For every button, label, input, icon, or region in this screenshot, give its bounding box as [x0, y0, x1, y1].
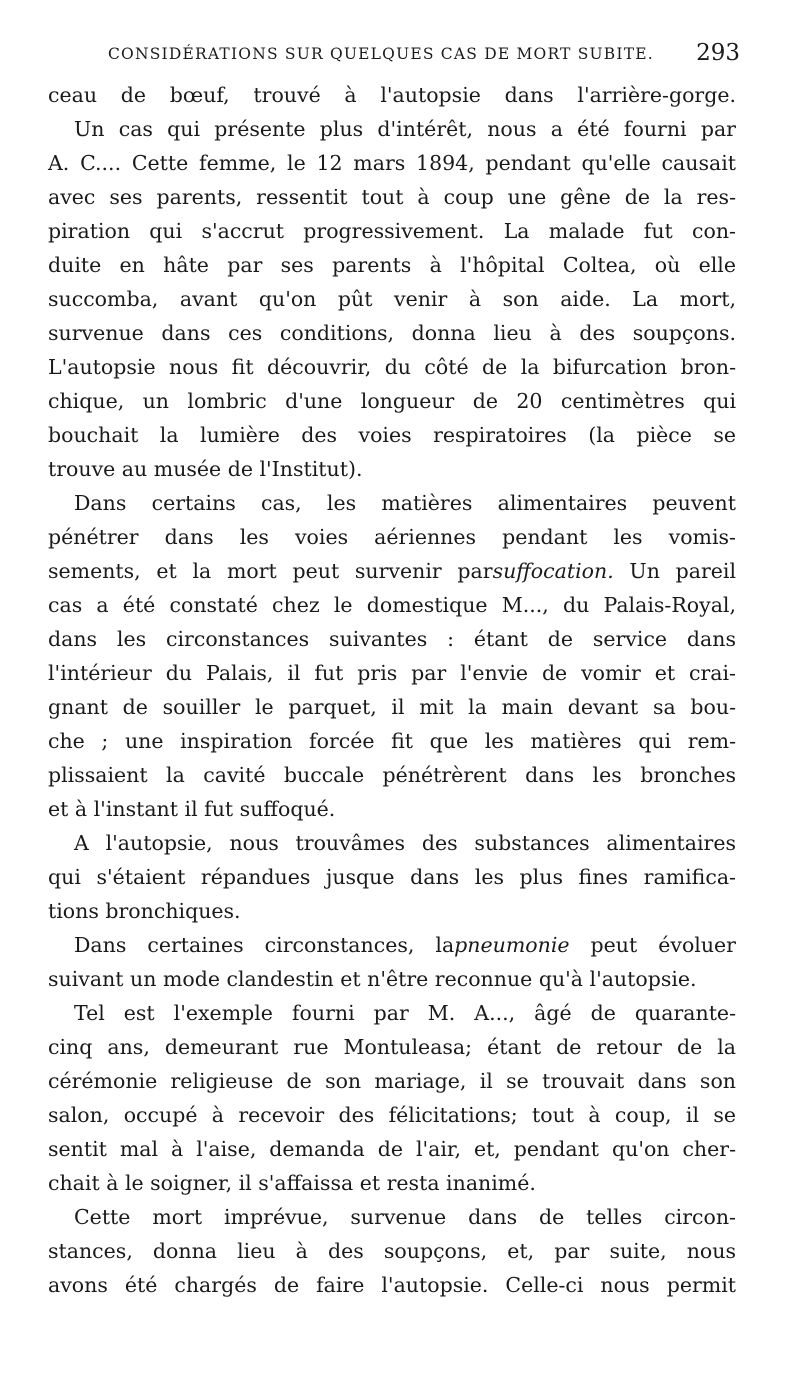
text-line: chique, un lombric d'une longueur de 20 centimètres qui: [48, 389, 736, 413]
text-line: cérémonie religieuse de son mariage, il se trouvait dans son: [48, 1069, 736, 1093]
text-line: L'autopsie nous fit découvrir, du côté de la bifurcation bron-: [48, 355, 736, 379]
text-line: Un cas qui présente plus d'intérêt, nous a été fourni par: [74, 117, 736, 141]
page-number: 293: [696, 40, 740, 66]
text-line: suivant un mode clandestin et n'être reconnue qu'à l'autopsie.: [48, 967, 697, 991]
italic-term: pneumonie: [454, 933, 570, 957]
text-segment: peut évoluer: [569, 933, 736, 957]
text-line: piration qui s'accrut progressivement. La malade fut con-: [48, 219, 736, 243]
text-line: pénétrer dans les voies aériennes pendant les vomis-: [48, 525, 736, 549]
text-segment: Un pareil: [613, 559, 737, 583]
text-line: trouve au musée de l'Institut).: [48, 457, 363, 481]
text-line: dans les circonstances suivantes : étant de service dans: [48, 627, 736, 651]
text-line: [48, 554, 736, 588]
text-line: che ; une inspiration forcée fit que les matières qui rem-: [48, 729, 736, 753]
text-line: Tel est l'exemple fourni par M. A..., âgé de quarante-: [74, 1001, 736, 1025]
text-line: stances, donna lieu à des soupçons, et, par suite, nous: [48, 1239, 736, 1263]
text-line: duite en hâte par ses parents à l'hôpital Coltea, où elle: [48, 253, 736, 277]
text-line: qui s'étaient répandues jusque dans les plus fines ramifica-: [48, 865, 736, 889]
text-line: A. C.... Cette femme, le 12 mars 1894, pendant qu'elle causait: [48, 151, 736, 175]
running-head: CONSIDÉRATIONS SUR QUELQUES CAS DE MORT SUBITE.: [108, 45, 654, 63]
italic-term: suffocation.: [492, 559, 614, 583]
text-line: avec ses parents, ressentit tout à coup une gêne de la res-: [48, 185, 736, 209]
text-line: sentit mal à l'aise, demanda de l'air, et, pendant qu'on cher-: [48, 1137, 736, 1161]
text-line: succomba, avant qu'on pût venir à son aide. La mort,: [48, 287, 736, 311]
text-line: Dans certains cas, les matières alimentaires peuvent: [74, 491, 736, 515]
text-line: Cette mort imprévue, survenue dans de telles circon-: [74, 1205, 736, 1229]
text-line: ceau de bœuf, trouvé à l'autopsie dans l'arrière-gorge.: [48, 83, 736, 107]
text-line: tions bronchiques.: [48, 899, 241, 923]
text-line: avons été chargés de faire l'autopsie. Celle-ci nous permit: [48, 1273, 736, 1297]
text-line: cinq ans, demeurant rue Montuleasa; étant de retour de la: [48, 1035, 736, 1059]
text-line: et à l'instant il fut suffoqué.: [48, 797, 336, 821]
text-line: [48, 928, 736, 962]
text-line: survenue dans ces conditions, donna lieu à des soupçons.: [48, 321, 736, 345]
text-line: plissaient la cavité buccale pénétrèrent dans les bronches: [48, 763, 736, 787]
text-line: gnant de souiller le parquet, il mit la main devant sa bou-: [48, 695, 736, 719]
text-line: chait à le soigner, il s'affaissa et resta inanimé.: [48, 1171, 536, 1195]
text-line: l'intérieur du Palais, il fut pris par l'envie de vomir et crai-: [48, 661, 736, 685]
text-line: salon, occupé à recevoir des félicitations; tout à coup, il se: [48, 1103, 736, 1127]
text-line: bouchait la lumière des voies respiratoires (la pièce se: [48, 423, 736, 447]
text-line: A l'autopsie, nous trouvâmes des substances alimentaires: [74, 831, 736, 855]
text-segment: sements, et la mort peut survenir par: [48, 559, 493, 583]
text-segment: Dans certaines circonstances, la: [74, 933, 455, 957]
page-header: [48, 38, 740, 74]
text-line: cas a été constaté chez le domestique M..., du Palais-Royal,: [48, 593, 736, 617]
